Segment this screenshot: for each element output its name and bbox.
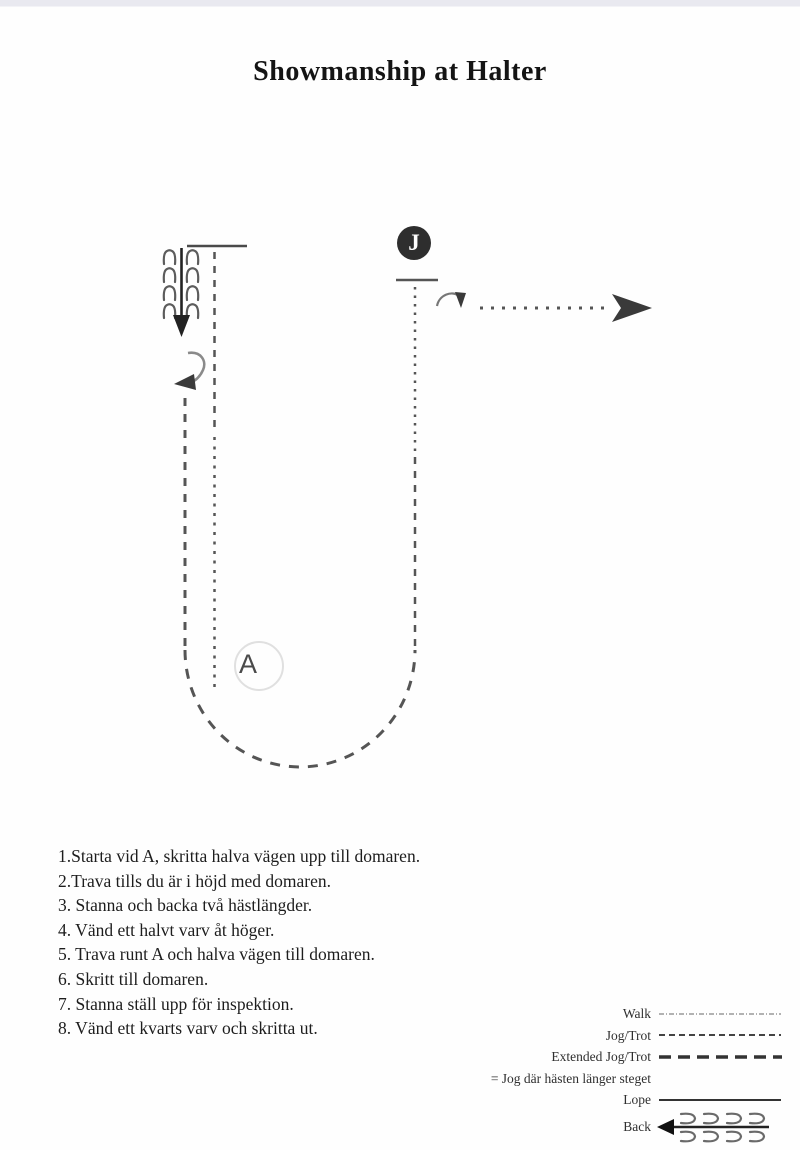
quarter-turn-arrow — [437, 292, 466, 308]
start-marker-a: A — [239, 649, 258, 679]
legend-note-spacer — [657, 1068, 785, 1090]
instruction-step: 2.Trava tills du är i höjd med domaren. — [58, 870, 331, 891]
legend-label-jog: Jog/Trot — [605, 1027, 651, 1043]
half-turn-arrow — [174, 353, 204, 390]
gait-legend — [451, 1003, 785, 1143]
instruction-step: 7. Stanna ställ upp för inspektion. — [58, 993, 294, 1014]
legend-extended-jog-note: = Jog där hästen länger steget — [490, 1070, 651, 1086]
exit-arrowhead — [612, 294, 652, 322]
back-up-symbol — [164, 248, 198, 337]
extended-jog-line-sample — [657, 1046, 785, 1068]
instruction-step: 3. Stanna och backa två hästlängder. — [58, 895, 313, 916]
instruction-step: 5. Trava runt A och halva vägen till domaren. — [58, 944, 375, 965]
instruction-step: 6. Skritt till domaren. — [58, 968, 209, 989]
walk-line-sample — [657, 1003, 785, 1025]
legend-label-lope: Lope — [623, 1092, 651, 1107]
legend-label-walk: Walk — [622, 1006, 651, 1021]
back-arrow-head — [173, 315, 190, 337]
jog-line-sample — [657, 1025, 785, 1047]
instruction-step: 4. Vänd ett halvt varv åt höger. — [58, 919, 275, 940]
instruction-list — [58, 844, 498, 1041]
trot-curve-around-a — [185, 650, 415, 767]
back-symbol-sample — [657, 1111, 785, 1143]
legend-label-extended-jog: Extended Jog/Trot — [551, 1049, 651, 1064]
instruction-step: 8. Vänd ett kvarts varv och skritta ut. — [58, 1018, 318, 1039]
instruction-step: 1.Starta vid A, skritta halva vägen upp till domaren. — [58, 846, 421, 866]
legend-label-back: Back — [623, 1118, 651, 1134]
page-title: Showmanship at Halter — [253, 56, 547, 87]
lope-line-sample — [657, 1089, 785, 1111]
judge-marker: J — [397, 226, 431, 260]
